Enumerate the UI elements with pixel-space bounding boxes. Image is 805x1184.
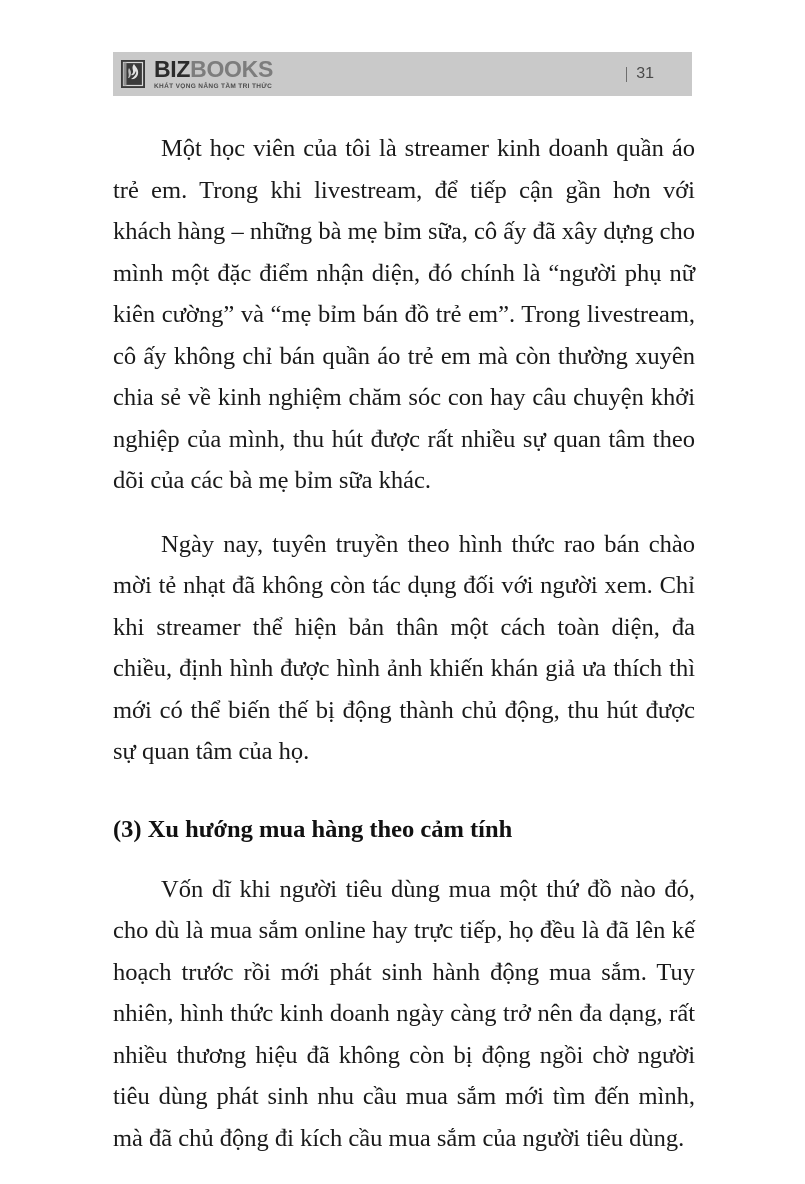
folio-divider: [626, 67, 627, 82]
logo-text: [154, 55, 273, 91]
brand-tagline: KHÁT VỌNG NÂNG TẦM TRI THỨC: [154, 82, 273, 90]
page-body: [113, 128, 695, 1159]
brand-name-first: BIZ: [154, 55, 191, 82]
section-heading: (3) Xu hướng mua hàng theo cảm tính: [113, 815, 513, 843]
paragraph: Vốn dĩ khi người tiêu dùng mua một thứ đồ nào đó, cho dù là mua sắm online hay trực tiếp, họ đều là đã lên kế hoạch trước rồi mới phát sinh hành động mua sắm. Tuy nhiên, hình thức kinh doanh ngày càng trở nên đa dạng, rất nhiều thương hiệu đã không còn bị động ngồi chờ người tiêu dùng phát sinh nhu cầu mua sắm mới tìm đến mình, mà đã chủ động đi kích cầu mua sắm của người tiêu dùng.: [113, 875, 695, 1152]
running-header: [113, 52, 692, 96]
page-number: [626, 65, 692, 83]
paragraph: Ngày nay, tuyên truyền theo hình thức rao bán chào mời tẻ nhạt đã không còn tác dụng đối với người xem. Chỉ khi streamer thể hiện bản thân một cách toàn diện, đa chiều, định hình được hình ảnh khiến khán giả ưa thích thì mới có thể biến thế bị động thành chủ động, thu hút được sự quan tâm của họ.: [113, 530, 695, 765]
book-flame-icon: [119, 58, 147, 90]
paragraph: Một học viên của tôi là streamer kinh doanh quần áo trẻ em. Trong khi livestream, để tiếp cận gần hơn với khách hàng – những bà mẹ bỉm sữa, cô ấy đã xây dựng cho mình một đặc điểm nhận diện, đó chính là “người phụ nữ kiên cường” và “mẹ bỉm bán đồ trẻ em”. Trong livestream, cô ấy không chỉ bán quần áo trẻ em mà còn thường xuyên chia sẻ về kinh nghiệm chăm sóc con hay câu chuyện khởi nghiệp của mình, thu hút được rất nhiều sự quan tâm theo dõi của các bà mẹ bỉm sữa khác.: [113, 135, 695, 494]
brand-wordmark: [154, 55, 273, 82]
publisher-logo: [113, 55, 273, 91]
brand-name-second: BOOKS: [190, 55, 273, 82]
page-number-value: 31: [636, 65, 654, 82]
